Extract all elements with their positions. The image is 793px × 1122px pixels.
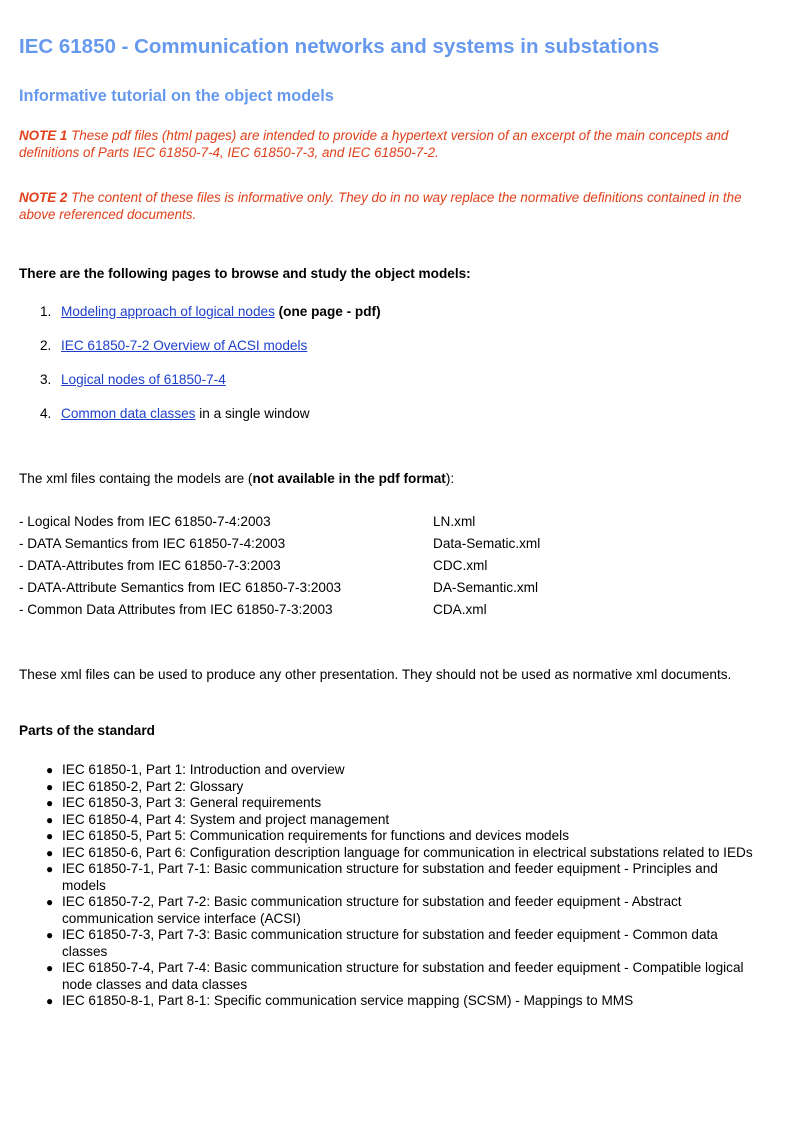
browse-lead: There are the following pages to browse and study the object models: <box>19 266 471 281</box>
bullet-icon: ● <box>46 796 54 810</box>
list-item <box>46 993 762 1010</box>
list-item <box>46 795 762 812</box>
part-text: IEC 61850-4, Part 4: System and project management <box>62 811 390 827</box>
table-row <box>19 579 540 601</box>
browse-item-cdc <box>40 405 381 422</box>
note-2-label: NOTE 2 <box>19 190 68 205</box>
xml-files-table <box>19 513 540 623</box>
bullet-icon: ● <box>46 779 54 794</box>
xml-source: - Common Data Attributes from IEC 61850-7-3:2003 <box>19 602 333 617</box>
note-1-label: NOTE 1 <box>19 128 68 143</box>
part-text: IEC 61850-5, Part 5: Communication requirements for functions and devices models <box>62 828 569 843</box>
xml-source: - DATA-Attributes from IEC 61850-7-3:2003 <box>19 558 281 573</box>
browse-item-suffix: (one page - pdf) <box>278 304 381 319</box>
xml-filename: Data-Sematic.xml <box>433 536 541 551</box>
list-item <box>46 927 762 960</box>
bullet-icon: ● <box>46 928 54 942</box>
link-logical-nodes[interactable]: Logical nodes of 61850-7-4 <box>61 372 226 387</box>
part-text: IEC 61850-7-3, Part 7-3: Basic communication structure for substation and feeder equipment - Common data classes <box>62 927 718 959</box>
part-text: IEC 61850-8-1, Part 8-1: Specific communication service mapping (SCSM) - Mappings to MMS <box>62 993 634 1008</box>
link-acsi-overview[interactable]: IEC 61850-7-2 Overview of ACSI models <box>61 338 308 353</box>
note-1-text: These pdf files (html pages) are intended to provide a hypertext version of an excerpt of the main concepts and definitions of Parts IEC 61850-7-4, IEC 61850-7-3, and IEC 61850-7-2. <box>19 128 729 160</box>
bullet-icon: ● <box>46 994 54 1008</box>
part-text: IEC 61850-7-2, Part 7-2: Basic communication structure for substation and feeder equipment - Abstract communication service interface (ACSI) <box>62 894 682 926</box>
list-number: 4. <box>40 406 52 421</box>
bullet-icon: ● <box>46 862 54 876</box>
parts-list <box>19 762 762 1010</box>
xml-source: - Logical Nodes from IEC 61850-7-4:2003 <box>19 514 271 529</box>
list-number: 2. <box>40 338 52 353</box>
part-text: IEC 61850-1, Part 1: Introduction and overview <box>62 762 345 777</box>
xml-source: - DATA Semantics from IEC 61850-7-4:2003 <box>19 536 286 551</box>
xml-filename: LN.xml <box>433 514 476 529</box>
part-text: IEC 61850-7-1, Part 7-1: Basic communication structure for substation and feeder equipment - Principles and models <box>62 861 718 893</box>
parts-heading: Parts of the standard <box>19 723 155 738</box>
xml-filename: CDA.xml <box>433 602 487 617</box>
bullet-icon: ● <box>46 845 54 860</box>
bullet-icon: ● <box>46 895 54 909</box>
list-item <box>46 762 762 779</box>
table-row <box>19 557 540 579</box>
part-text: IEC 61850-3, Part 3: General requirements <box>62 795 322 810</box>
list-item <box>46 861 762 894</box>
list-item <box>46 828 762 845</box>
browse-item-logical-nodes <box>40 371 381 388</box>
part-text: IEC 61850-6, Part 6: Configuration description language for communication in electrical substations related to IEDs <box>62 844 753 860</box>
link-common-data-classes[interactable]: Common data classes <box>61 406 196 421</box>
xml-filename: DA-Semantic.xml <box>433 580 538 595</box>
page-subtitle: Informative tutorial on the object models <box>19 87 334 105</box>
list-item <box>46 844 762 862</box>
browse-item-suffix: in a single window <box>199 406 310 421</box>
bullet-icon: ● <box>46 763 54 777</box>
browse-list <box>19 303 381 439</box>
list-number: 1. <box>40 304 52 319</box>
table-row <box>19 601 540 623</box>
list-item <box>46 811 762 829</box>
note-1 <box>19 127 759 161</box>
link-modeling-approach[interactable]: Modeling approach of logical nodes <box>61 304 275 319</box>
bullet-icon: ● <box>46 812 54 827</box>
page-title: IEC 61850 - Communication networks and systems in substations <box>19 35 660 58</box>
part-text: IEC 61850-2, Part 2: Glossary <box>62 778 244 794</box>
table-row <box>19 513 540 535</box>
note-2 <box>19 189 759 223</box>
table-row <box>19 535 540 557</box>
xml-intro-bold: not available in the pdf format <box>252 471 446 486</box>
xml-source: - DATA-Attribute Semantics from IEC 61850-7-3:2003 <box>19 580 342 595</box>
xml-intro-after: ): <box>445 471 455 486</box>
browse-item-modeling <box>40 303 381 320</box>
list-item <box>46 960 762 993</box>
part-text: IEC 61850-7-4, Part 7-4: Basic communication structure for substation and feeder equipment - Compatible logical node classes and data classes <box>62 960 744 992</box>
xml-filename: CDC.xml <box>433 558 488 573</box>
xml-intro-before: The xml files containg the models are ( <box>19 471 253 486</box>
list-number: 3. <box>40 372 52 387</box>
xml-intro <box>19 470 454 487</box>
browse-item-acsi <box>40 337 381 354</box>
bullet-icon: ● <box>46 829 54 843</box>
note-2-text: The content of these files is informative only. They do in no way replace the normative definitions contained in the above referenced documents. <box>19 190 742 222</box>
xml-usage-note: These xml files can be used to produce any other presentation. They should not be used as normative xml documents. <box>19 667 732 682</box>
bullet-icon: ● <box>46 961 54 975</box>
list-item <box>46 894 762 927</box>
list-item <box>46 778 762 796</box>
